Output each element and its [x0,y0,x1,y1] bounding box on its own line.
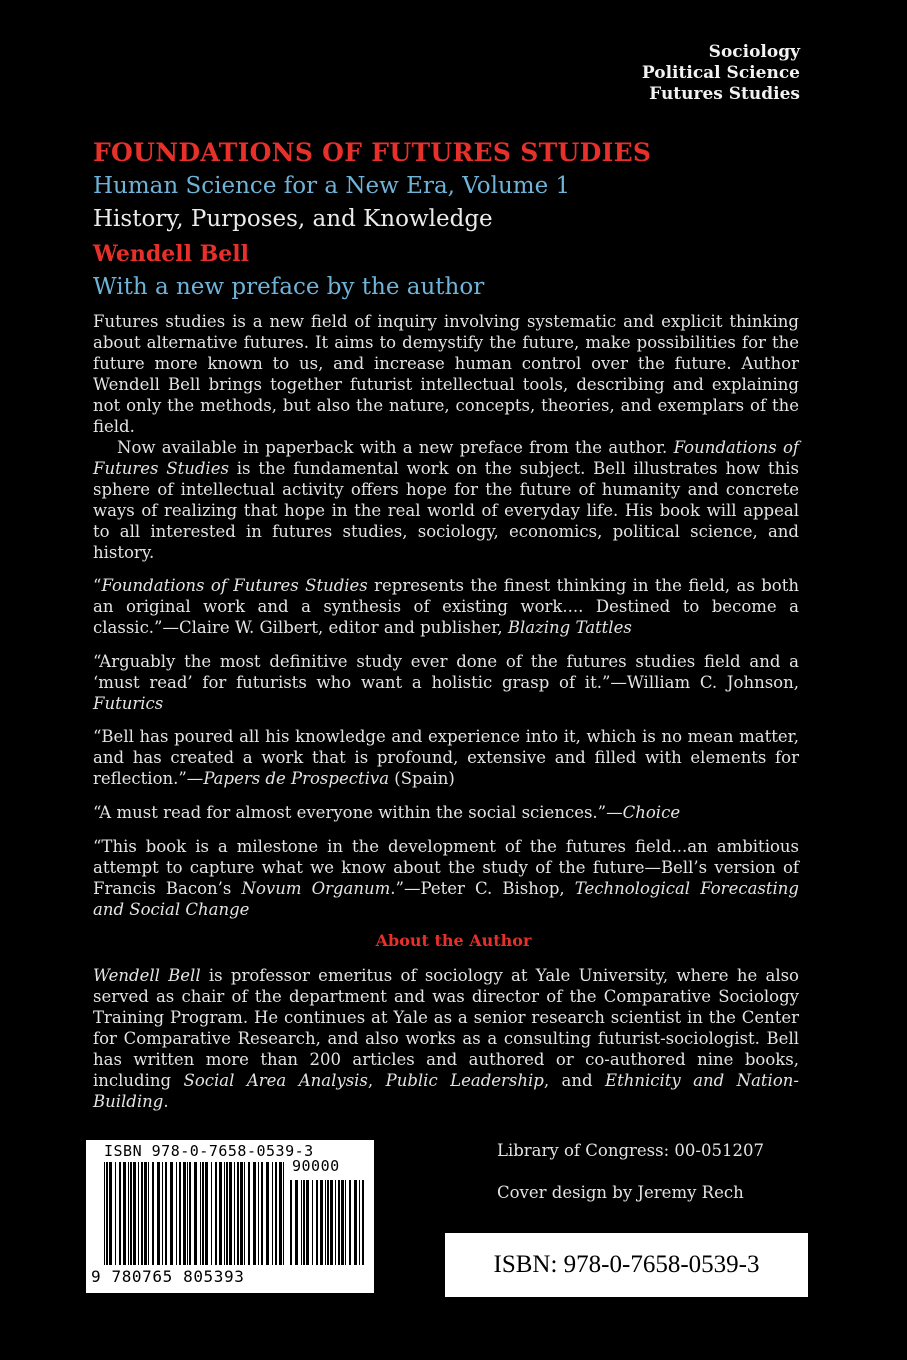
book-subtitle: Human Science for a New Era, Volume 1 [93,173,571,199]
description-paragraph-1: Futures studies is a new field of inquiry involving systematic and explicit thinking about alternative futures. It aims to demystify the future, make possibilities for the future more known to us, and increase human control over the future. Author Wendell Bell brings together futurist intellectual tools, describing and explaining not only the methods, but also the nature, concepts, theories, and exemplars of the field. [93,312,799,436]
barcode-price-code: 90000 [292,1157,340,1175]
review-3: “Bell has poured all his knowledge and experience into it, which is no mean matter, and has created a work that is profound, extensive and filled with elements for reflection.”—Papers de Prospectiva (Spain) [93,727,799,788]
book-subtitle-secondary: History, Purposes, and Knowledge [93,206,493,232]
category-futures-studies: Futures Studies [649,84,800,104]
description-paragraph-2: Now available in paperback with a new preface from the author. Foundations of Futures Studies is the fundamental work on the subject. Bell illustrates how this sphere of intellectual activity offers hope for the future of humanity and concrete ways of realizing that hope in the real world of everyday life. His book will appeal to all interested in futures studies, sociology, economics, political science, and history. [93,438,799,562]
about-author-text: Wendell Bell is professor emeritus of sociology at Yale University, where he also served as chair of the department and was director of the Comparative Sociology Training Program. He continues at Yale as a senior research scientist in the Center for Comparative Research, and also works as a consulting futurist-sociologist. Bell has written more than 200 articles and authored or co-authored nine books, including Social Area Analysis, Public Leadership, and Ethnicity and Nation-Building. [93,966,799,1111]
isbn-box: ISBN: 978-0-7658-0539-3 [445,1233,808,1297]
book-title: FOUNDATIONS OF FUTURES STUDIES [93,138,652,167]
barcode-isbn-label: ISBN 978-0-7658-0539-3 [104,1142,314,1160]
review-1: “Foundations of Futures Studies represents the finest thinking in the field, as both an original work and a synthesis of existing work.... Destined to become a classic.”—Claire W. Gilbert, editor and publisher, Blazing Tattles [93,576,799,637]
description [93,311,799,563]
author-name: Wendell Bell [93,241,249,267]
library-of-congress: Library of Congress: 00-051207 [497,1141,764,1160]
barcode-digits: 9 780765 805393 [91,1267,245,1286]
category-sociology: Sociology [708,42,800,62]
barcode [86,1140,374,1293]
cover-design-credit: Cover design by Jeremy Rech [497,1183,744,1202]
category-list [642,42,800,105]
about-author-heading: About the Author [375,931,532,950]
review-5: “This book is a milestone in the development of the futures field...an ambitious attempt to capture what we know about the study of the future—Bell’s version of Francis Bacon’s Novum Organum.”—Peter C. Bishop, Technological Forecasting and Social Change [93,837,799,919]
preface-note: With a new preface by the author [93,274,485,300]
category-political-science: Political Science [641,63,800,83]
review-2: “Arguably the most definitive study ever done of the futures studies field and a ‘must read’ for futurists who want a holistic grasp of it.”—William C. Johnson, Futurics [93,652,799,713]
review-4: “A must read for almost everyone within the social sciences.”—Choice [93,803,681,822]
